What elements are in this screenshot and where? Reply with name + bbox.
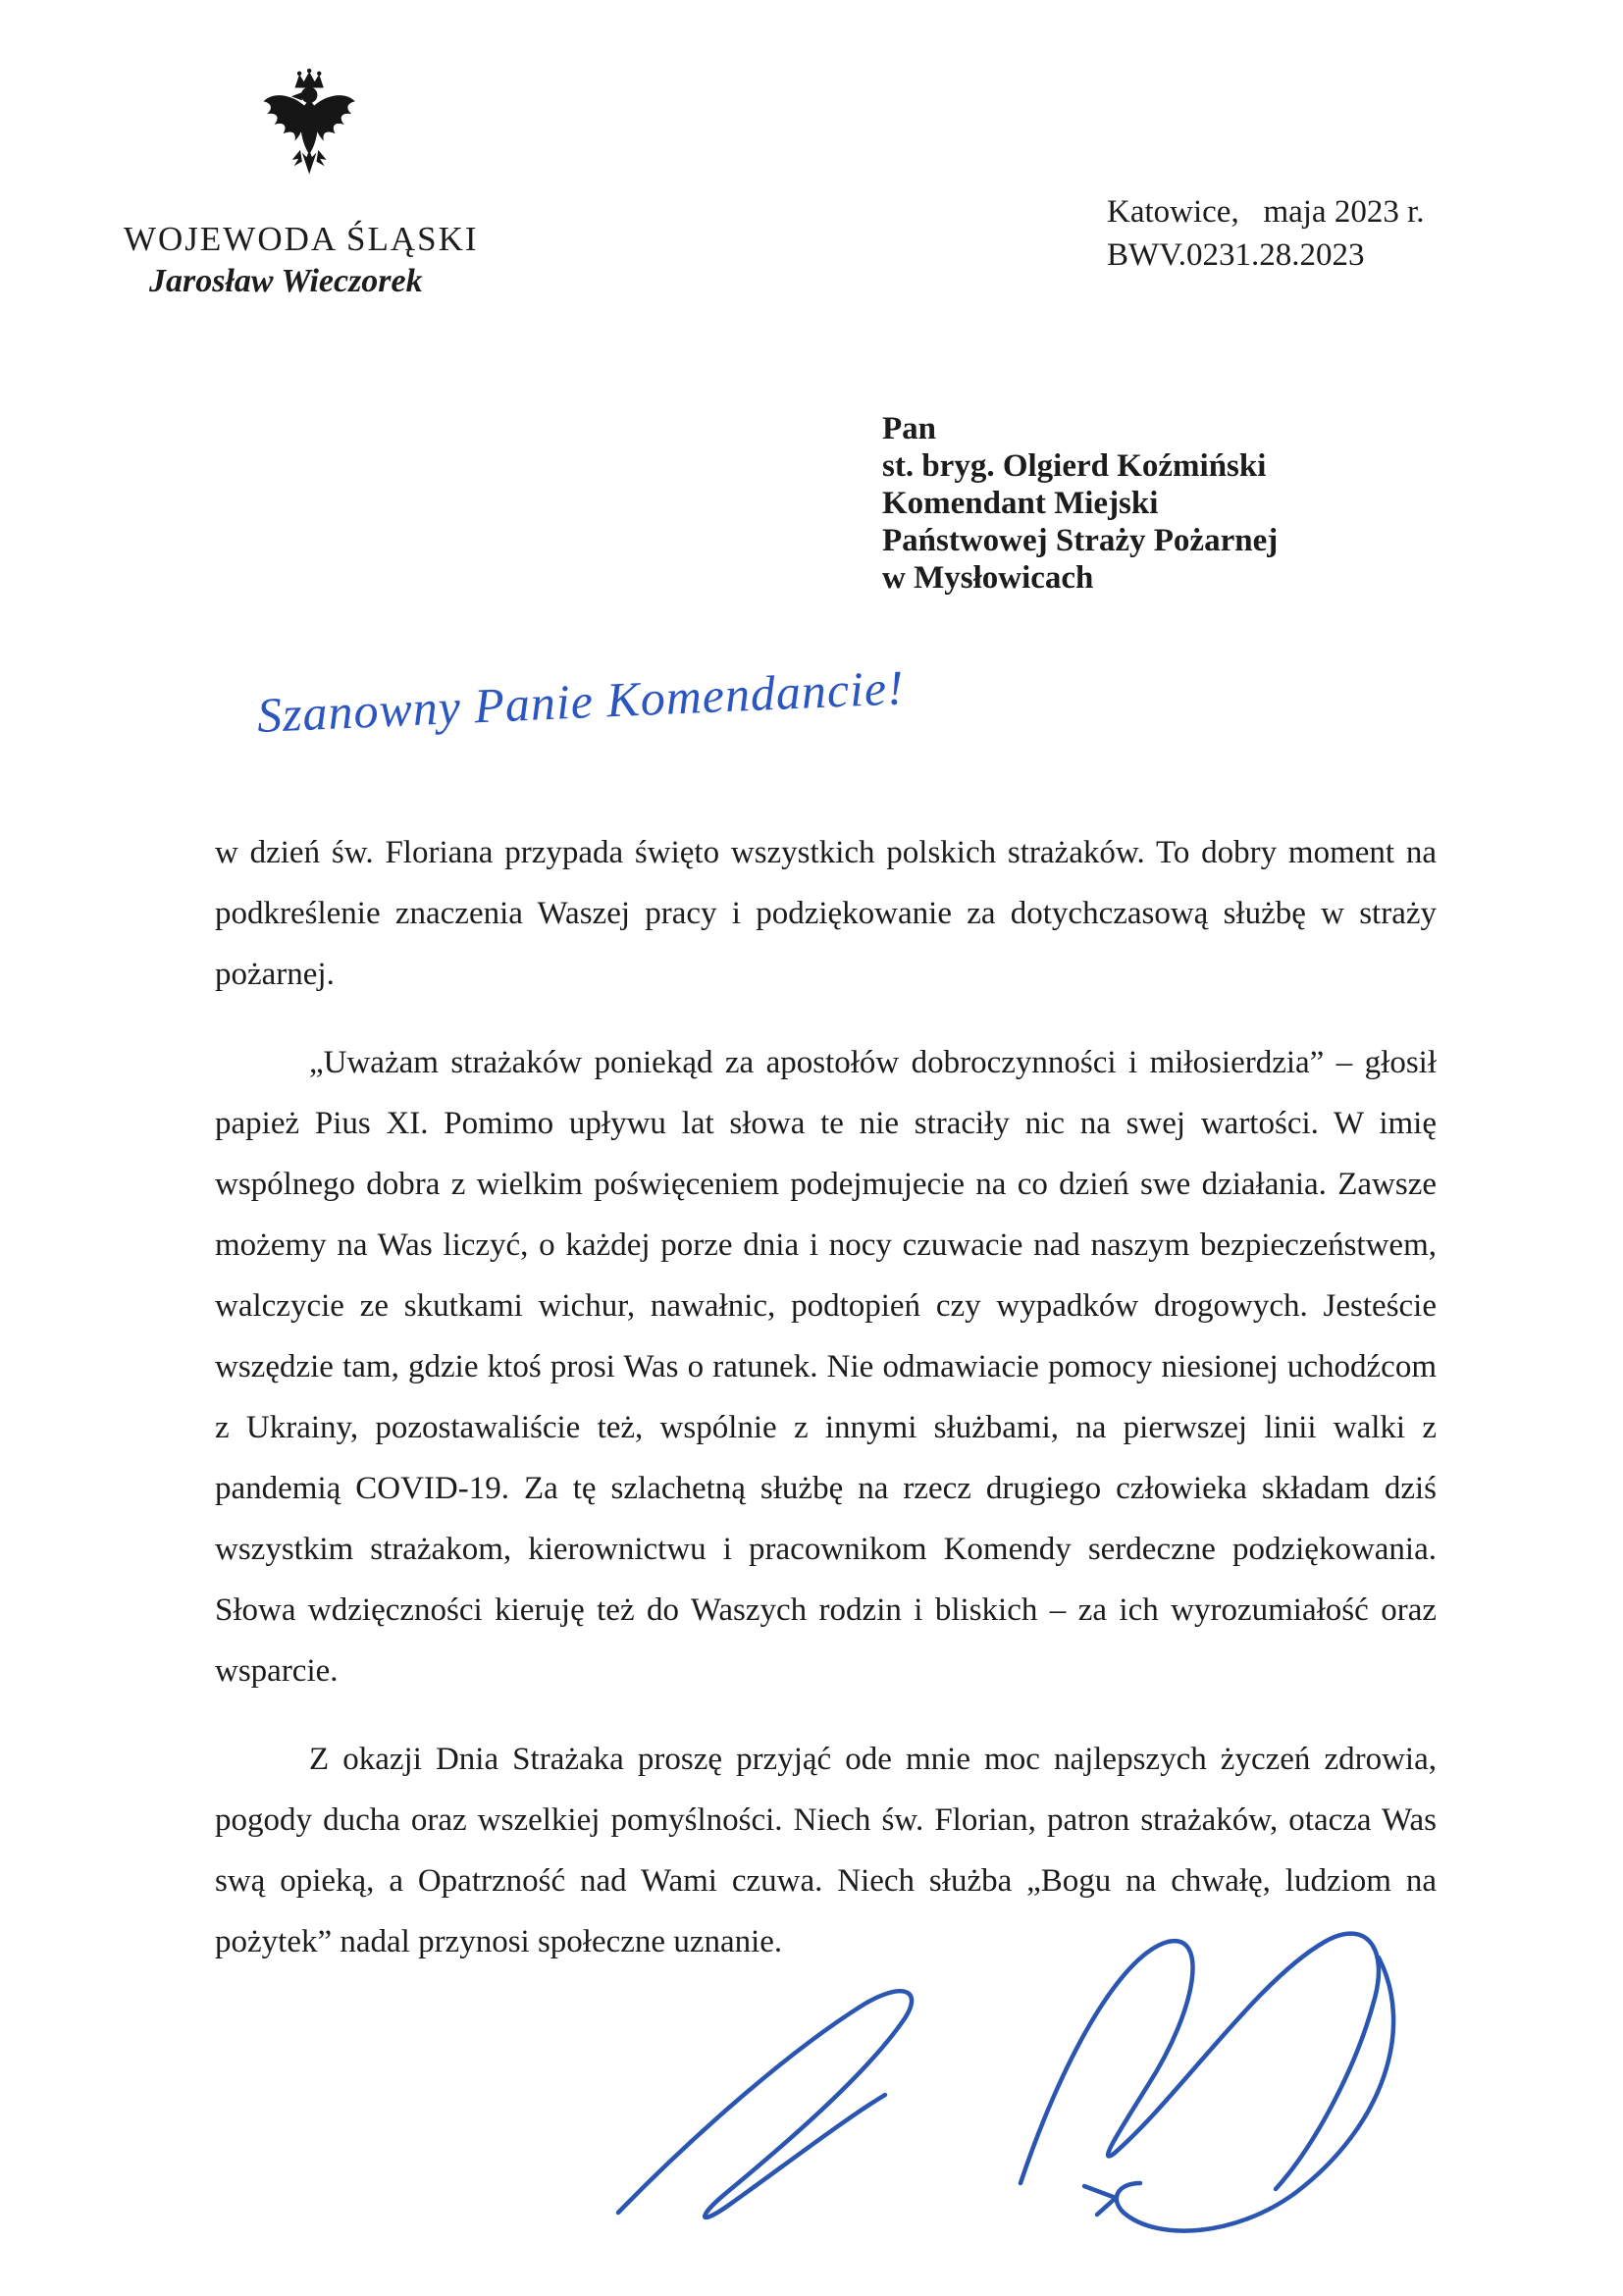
handwritten-signature xyxy=(550,1889,1482,2281)
place-and-date: Katowice, maja 2023 r. xyxy=(1107,194,1425,230)
addressee-line: w Mysłowicach xyxy=(882,560,1094,596)
addressee-line: Państwowej Straży Pożarnej xyxy=(882,523,1279,558)
body-paragraph-1: w dzień św. Floriana przypada święto wszystkich polskich strażaków. To dobry moment na podkreślenie znaczenia Waszej pracy i podziękowanie za dotychczasową służbę w straży pożarnej. xyxy=(215,835,1437,992)
signature-stroke xyxy=(1021,1934,1379,2189)
signature-stroke xyxy=(1084,2186,1116,2215)
body-paragraph-2: „Uważam strażaków poniekąd za apostołów dobroczynności i miłosierdzia” – głosił papież Pius XI. Pomimo upływu lat słowa te nie straciły nic na swej wartości. W imię wspólnego dobra z wielkim poświęceniem podejmujecie na co dzień swe działania. Zawsze możemy na Was liczyć, o każdej porze dnia i nocy czuwacie nad naszym bezpieczeństwem, walczycie ze skutkami wichur, nawałnic, podtopień czy wypadków drogowych. Jesteście wszędzie tam, gdzie ktoś prosi Was o ratunek. Nie odmawiacie pomocy niesionej uchodźcom z Ukrainy, pozostawaliście też, wspólnie z innymi służbami, na pierwszej linii walki z pandemią COVID-19. Za tę szlachetną służbę na rzecz drugiego człowieka składam dziś wszystkim strażakom, kierownictwu i pracownikom Komendy serdeczne podziękowania. Słowa wdzięczności kieruję też do Waszych rodzin i bliskich – za ich wyrozumiałość oraz wsparcie. xyxy=(215,1045,1437,1689)
addressee-line: Pan xyxy=(882,411,937,446)
letterhead-official-name: Jarosław Wieczorek xyxy=(149,263,423,299)
handwritten-salutation: Szanowny Panie Komendancie! xyxy=(255,659,906,743)
letterhead-office-title: WOJEWODA ŚLĄSKI xyxy=(124,220,479,258)
reference-number: BWV.0231.28.2023 xyxy=(1107,237,1365,273)
body-paragraph-3: Z okazji Dnia Strażaka proszę przyjąć ode mnie moc najlepszych życzeń zdrowia, pogody ducha oraz wszelkiej pomyślności. Niech św. Florian, patron strażaków, otacza Was swą opieką, a Opatrzność nad Wami czuwa. Niech służba „Bogu na chwałę, ludziom na pożytek” nadal przynosi społeczne uznanie. xyxy=(215,1742,1437,1959)
polish-eagle-coat-of-arms-icon xyxy=(257,63,365,188)
letter-body xyxy=(215,822,1437,2000)
addressee-line: Komendant Miejski xyxy=(882,486,1159,521)
signature-stroke xyxy=(618,1991,912,2218)
addressee-block xyxy=(882,410,1278,597)
addressee-line: st. bryg. Olgierd Koźmiński xyxy=(882,448,1267,484)
